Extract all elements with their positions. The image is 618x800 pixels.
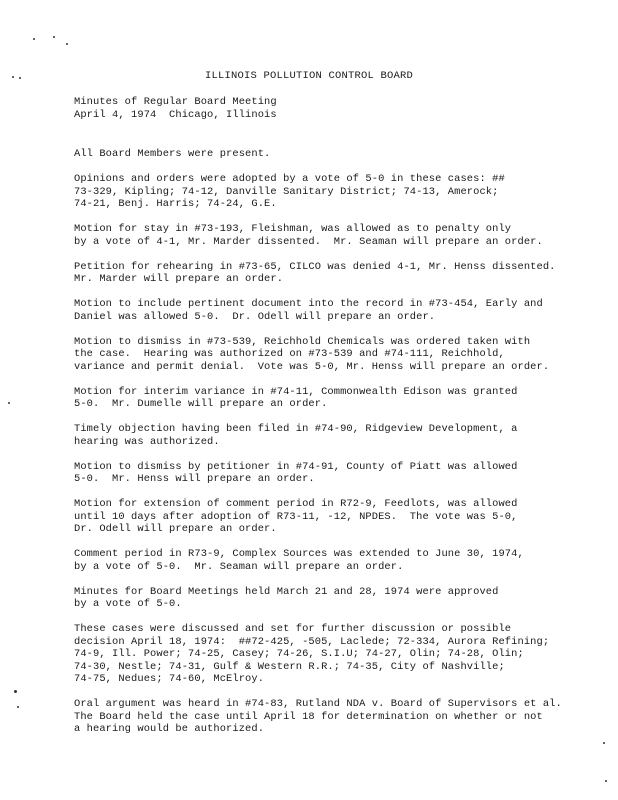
minutes-paragraph <box>74 261 584 286</box>
minutes-paragraph <box>74 461 584 486</box>
minutes-paragraph <box>74 423 584 448</box>
paragraph-line: by a vote of 5-0. Mr. Seaman will prepare an order. <box>74 560 404 573</box>
scan-speck <box>17 706 19 708</box>
minutes-paragraph <box>74 148 584 161</box>
scan-speck <box>66 43 68 45</box>
paragraph-line: The Board held the case until April 18 for determination on whether or not <box>74 710 543 723</box>
minutes-paragraph <box>74 586 584 611</box>
paragraph-line: Motion to include pertinent document into the record in #73-454, Early and <box>74 298 543 310</box>
paragraph-line: 5-0. Mr. Henss will prepare an order. <box>74 473 315 485</box>
paragraph-line: These cases were discussed and set for further discussion or possible <box>74 623 512 635</box>
paragraph-line: a hearing would be authorized. <box>74 723 265 735</box>
paragraph-line: 74-75, Nedues; 74-60, McElroy. <box>74 673 265 685</box>
minutes-paragraph <box>74 623 584 686</box>
meeting-heading-line: Minutes of Regular Board Meeting <box>74 96 277 108</box>
scan-speck <box>605 780 607 782</box>
minutes-paragraph <box>74 173 584 211</box>
meeting-date-line: April 4, 1974 Chicago, Illinois <box>74 108 277 121</box>
scan-speck <box>14 690 17 693</box>
paragraph-line: Timely objection having been filed in #74-90, Ridgeview Development, a <box>74 423 518 435</box>
paragraph-line: Oral argument was heard in #74-83, Rutland NDA v. Board of Supervisors et al. <box>74 698 562 710</box>
paragraph-line: Comment period in R73-9, Complex Sources was extended to June 30, 1974, <box>74 548 524 560</box>
paragraph-line: until 10 days after adoption of R73-11, -12, NPDES. The vote was 5-0, <box>74 510 518 523</box>
paragraph-line: 5-0. Mr. Dumelle will prepare an order. <box>74 398 328 410</box>
minutes-paragraph <box>74 223 584 248</box>
scan-speck <box>603 742 605 744</box>
paragraph-line: 73-329, Kipling; 74-12, Danville Sanitary District; 74-13, Amerock; <box>74 185 499 198</box>
paragraph-line: Motion for stay in #73-193, Fleishman, was allowed as to penalty only <box>74 223 512 235</box>
paragraph-line: Motion for interim variance in #74-11, Commonwealth Edison was granted <box>74 385 518 398</box>
minutes-paragraphs <box>74 148 584 736</box>
scan-speck <box>8 402 10 404</box>
paragraph-line: decision April 18, 1974: ##72-425, -505, Laclede; 72-334, Aurora Refining; <box>74 635 550 648</box>
paragraph-line: Dr. Odell will prepare an order. <box>74 523 277 535</box>
minutes-paragraph <box>74 548 584 573</box>
minutes-paragraph <box>74 698 584 736</box>
paragraph-line: Opinions and orders were adopted by a vote of 5-0 in these cases: ## <box>74 173 505 185</box>
scan-speck <box>53 36 55 38</box>
paragraph-line: Minutes for Board Meetings held March 21 and 28, 1974 were approved <box>74 585 499 598</box>
paragraph-line: variance and permit denial. Vote was 5-0, Mr. Henss will prepare an order. <box>74 360 550 373</box>
scan-speck <box>33 38 35 40</box>
minutes-paragraph <box>74 298 584 323</box>
paragraph-line: hearing was authorized. <box>74 435 220 448</box>
paragraph-line: 74-30, Nestle; 74-31, Gulf & Western R.R.; 74-35, City of Nashville; <box>74 660 505 673</box>
document-body <box>74 96 584 748</box>
paragraph-line: Motion to dismiss by petitioner in #74-91, County of Piatt was allowed <box>74 460 518 473</box>
paragraph-line: the case. Hearing was authorized on #73-539 and #74-111, Reichhold, <box>74 348 505 360</box>
paragraph-line: 74-21, Benj. Harris; 74-24, G.E. <box>74 198 277 210</box>
paragraph-line: Daniel was allowed 5-0. Dr. Odell will prepare an order. <box>74 310 436 323</box>
paragraph-line: Motion for extension of comment period in R72-9, Feedlots, was allowed <box>74 498 518 510</box>
minutes-paragraph <box>74 498 584 536</box>
document-title: ILLINOIS POLLUTION CONTROL BOARD <box>204 70 414 82</box>
paragraph-line: by a vote of 4-1, Mr. Marder dissented. Mr. Seaman will prepare an order. <box>74 235 543 248</box>
paragraph-line: All Board Members were present. <box>74 148 271 160</box>
paragraph-line: Motion to dismiss in #73-539, Reichhold Chemicals was ordered taken with <box>74 335 531 348</box>
paragraph-line: Mr. Marder will prepare an order. <box>74 273 284 285</box>
paragraph-line: Petition for rehearing in #73-65, CILCO was denied 4-1, Mr. Henss dissented. <box>74 260 556 273</box>
minutes-paragraph <box>74 386 584 411</box>
minutes-paragraph <box>74 336 584 374</box>
paragraph-line: 74-9, Ill. Power; 74-25, Casey; 74-26, S.I.U; 74-27, Olin; 74-28, Olin; <box>74 648 524 660</box>
paragraph-line: by a vote of 5-0. <box>74 598 182 610</box>
